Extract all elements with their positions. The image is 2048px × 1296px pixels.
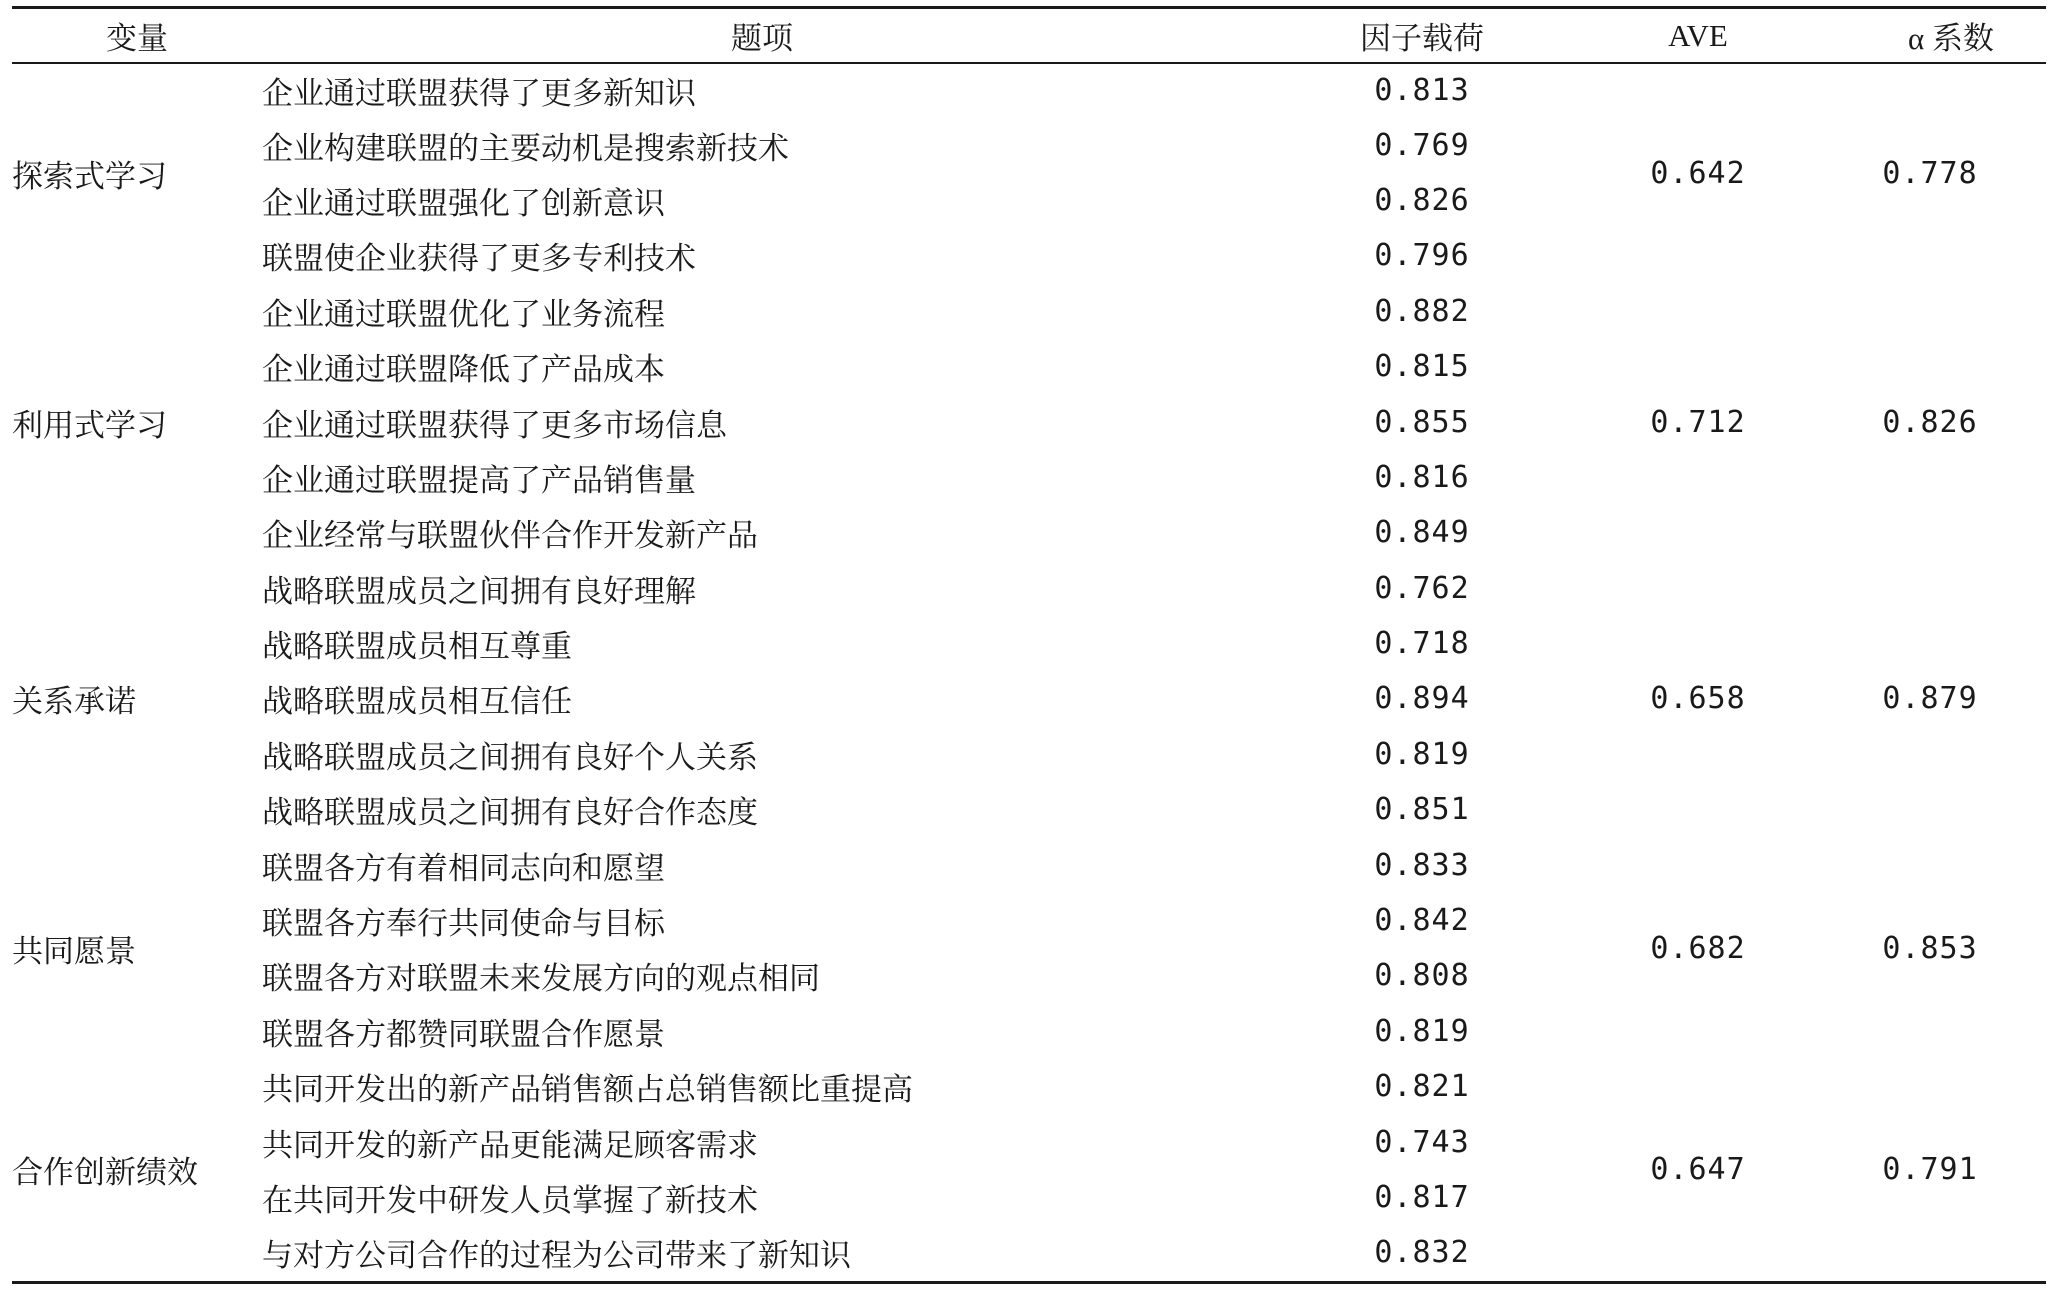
cell-item: 企业构建联盟的主要动机是搜索新技术 bbox=[262, 130, 789, 167]
header-ave: AVE bbox=[1668, 17, 1728, 53]
header-row bbox=[12, 9, 2046, 62]
cell-alpha: 0.778 bbox=[1882, 156, 1978, 192]
cell-loading: 0.718 bbox=[1374, 626, 1470, 662]
cell-item: 联盟各方有着相同志向和愿望 bbox=[262, 850, 665, 887]
cell-item: 联盟各方奉行共同使命与目标 bbox=[262, 906, 665, 943]
cell-alpha: 0.791 bbox=[1882, 1152, 1978, 1188]
cell-ave: 0.682 bbox=[1650, 930, 1746, 966]
table-row bbox=[12, 561, 2046, 616]
cell-variable: 探索式学习 bbox=[12, 159, 167, 196]
cell-item: 企业通过联盟强化了创新意识 bbox=[262, 185, 665, 222]
cell-item: 共同开发的新产品更能满足顾客需求 bbox=[262, 1127, 758, 1164]
cell-variable: 利用式学习 bbox=[12, 407, 167, 444]
cell-loading: 0.832 bbox=[1374, 1235, 1470, 1271]
cell-alpha: 0.853 bbox=[1882, 930, 1978, 966]
measurement-table bbox=[12, 9, 2046, 1281]
table-row bbox=[12, 837, 2046, 892]
cell-item: 联盟各方都赞同联盟合作愿景 bbox=[262, 1016, 665, 1053]
cell-item: 在共同开发中研发人员掌握了新技术 bbox=[262, 1183, 758, 1219]
cell-ave: 0.647 bbox=[1650, 1152, 1746, 1188]
cell-loading: 0.882 bbox=[1374, 293, 1470, 329]
cell-item: 企业通过联盟获得了更多新知识 bbox=[262, 76, 696, 113]
cell-item: 共同开发出的新产品销售额占总销售额比重提高 bbox=[262, 1072, 913, 1109]
header-alpha: α 系数 bbox=[1908, 21, 1994, 56]
cell-loading: 0.821 bbox=[1374, 1069, 1470, 1105]
table-row bbox=[12, 284, 2046, 339]
header-item: 题项 bbox=[731, 21, 793, 57]
cell-item: 企业通过联盟降低了产品成本 bbox=[262, 352, 665, 389]
cell-variable: 关系承诺 bbox=[12, 684, 136, 721]
cell-loading: 0.796 bbox=[1374, 238, 1470, 274]
cell-loading: 0.762 bbox=[1374, 570, 1470, 606]
cell-item: 联盟使企业获得了更多专利技术 bbox=[262, 241, 696, 278]
cell-loading: 0.851 bbox=[1374, 792, 1470, 828]
cell-item: 战略联盟成员之间拥有良好理解 bbox=[262, 573, 696, 610]
cell-loading: 0.815 bbox=[1374, 349, 1470, 385]
cell-loading: 0.817 bbox=[1374, 1180, 1470, 1215]
cell-variable: 共同愿景 bbox=[12, 933, 136, 970]
cell-loading: 0.855 bbox=[1374, 404, 1470, 440]
cell-item: 企业通过联盟优化了业务流程 bbox=[262, 296, 665, 333]
table-row bbox=[12, 62, 2046, 117]
cell-loading: 0.808 bbox=[1374, 958, 1470, 994]
cell-item: 企业通过联盟获得了更多市场信息 bbox=[262, 407, 727, 444]
cell-item: 战略联盟成员相互尊重 bbox=[262, 629, 572, 666]
cell-item: 与对方公司合作的过程为公司带来了新知识 bbox=[262, 1238, 851, 1275]
cell-loading: 0.769 bbox=[1374, 127, 1470, 163]
cell-ave: 0.658 bbox=[1650, 681, 1746, 717]
cell-loading: 0.816 bbox=[1374, 459, 1470, 495]
cell-loading: 0.842 bbox=[1374, 903, 1470, 939]
cell-loading: 0.743 bbox=[1374, 1124, 1470, 1160]
cell-item: 企业经常与联盟伙伴合作开发新产品 bbox=[262, 518, 758, 555]
header-variable: 变量 bbox=[106, 21, 168, 57]
cell-item: 战略联盟成员之间拥有良好个人关系 bbox=[262, 739, 758, 776]
cell-loading: 0.819 bbox=[1374, 1013, 1470, 1049]
cell-item: 企业通过联盟提高了产品销售量 bbox=[262, 462, 696, 499]
cell-alpha: 0.826 bbox=[1882, 404, 1978, 440]
cell-item: 联盟各方对联盟未来发展方向的观点相同 bbox=[262, 961, 820, 998]
cell-loading: 0.833 bbox=[1374, 847, 1470, 883]
cell-loading: 0.813 bbox=[1374, 73, 1470, 109]
cell-item: 战略联盟成员相互信任 bbox=[262, 684, 572, 721]
cell-item: 战略联盟成员之间拥有良好合作态度 bbox=[262, 795, 758, 832]
table-row bbox=[12, 1059, 2046, 1114]
cell-alpha: 0.879 bbox=[1882, 681, 1978, 717]
table-body bbox=[12, 62, 2046, 1281]
cell-loading: 0.826 bbox=[1374, 182, 1470, 218]
cell-loading: 0.849 bbox=[1374, 515, 1470, 551]
cell-ave: 0.712 bbox=[1650, 404, 1746, 440]
cell-variable: 合作创新绩效 bbox=[12, 1155, 198, 1192]
cell-loading: 0.819 bbox=[1374, 736, 1470, 772]
cell-ave: 0.642 bbox=[1650, 156, 1746, 192]
table-bottom-rule bbox=[12, 1281, 2046, 1284]
cell-loading: 0.894 bbox=[1374, 681, 1470, 717]
header-loading: 因子载荷 bbox=[1360, 21, 1484, 57]
